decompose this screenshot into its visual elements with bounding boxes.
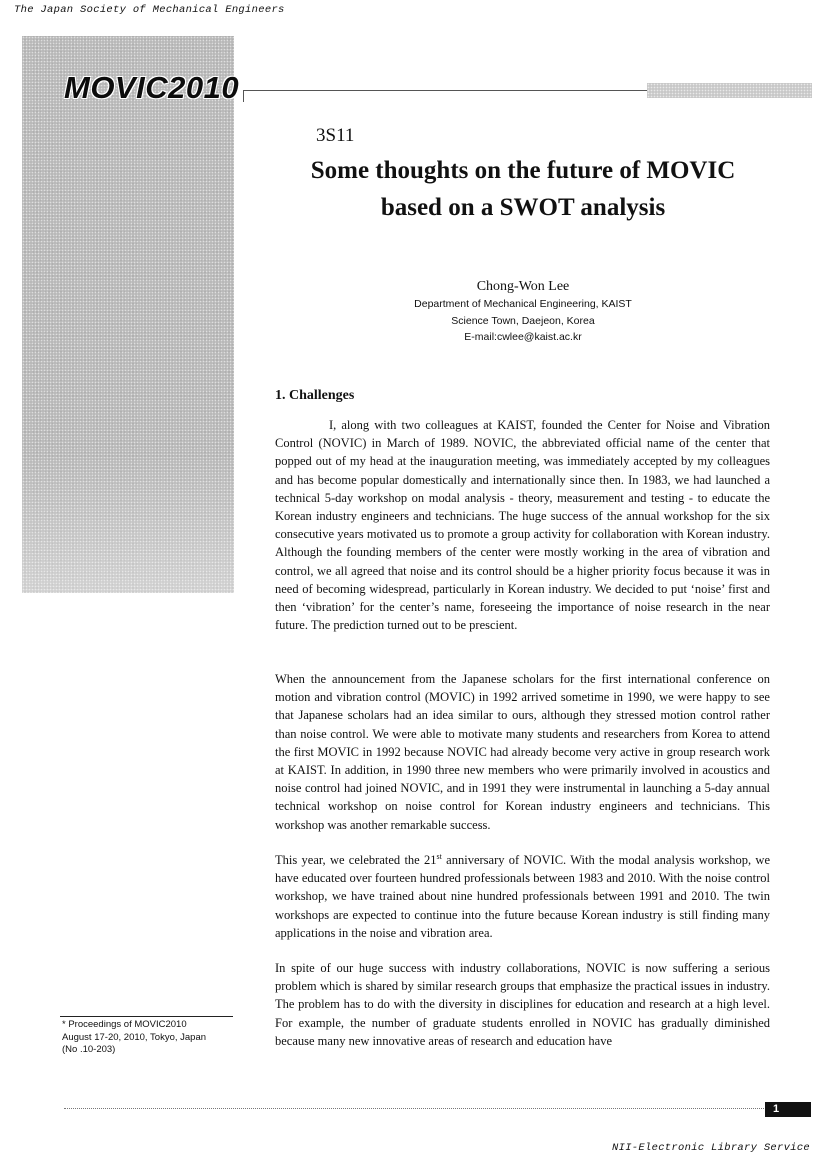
header-rule bbox=[243, 90, 647, 91]
author-email: E-mail:cwlee@kaist.ac.kr bbox=[464, 331, 582, 343]
paragraph-2: When the announcement from the Japanese scholars for the first international conference on motion and vibration control (MOVIC) in 1992 arrived sometime in 1990, we were happy to see that Japanese scholars had an idea similar to ours, although they stressed motion control rather than noise control. We were able to motivate many students and researchers from Korea to attend the first MOVIC in 1992 because NOVIC had already become very active in group research work at KAIST. In addition, in 1990 three new members who were primarily involved in acoustics and noise control had joined NOVIC, and in 1991 they were instrumental in launching a 5-day annual technical workshop on noise control for Korean industry engineers and technicians. This workshop was another remarkable success. bbox=[275, 672, 770, 832]
page-number: 1 bbox=[765, 1102, 811, 1117]
footer-rule bbox=[64, 1108, 764, 1109]
footnote-line-3: (No .10-203) bbox=[62, 1044, 116, 1055]
title-line-2: based on a SWOT analysis bbox=[380, 194, 666, 221]
society-header: The Japan Society of Mechanical Engineers bbox=[14, 4, 285, 16]
footnote-rule bbox=[60, 1016, 233, 1017]
footnote-line-1: * Proceedings of MOVIC2010 bbox=[62, 1019, 187, 1030]
footnote-line-2: August 17-20, 2010, Tokyo, Japan bbox=[62, 1031, 207, 1043]
paragraph-3 bbox=[275, 851, 770, 942]
author-name: Chong-Won Lee bbox=[476, 279, 570, 294]
paper-title bbox=[276, 152, 770, 226]
paragraph-3-rest: anniversary of NOVIC. With the modal analysis workshop, we have educated over fourteen hundred professionals between 1983 and 2010. With the noise control workshop, we have trained about nine hundred professionals between 1991 and 2010. The twin workshops are expected to continue into the future because Korean industry is still finding many applications in the noise and vibration area. bbox=[275, 853, 771, 940]
author-address: Science Town, Daejeon, Korea bbox=[451, 315, 595, 327]
paper-code: 3S11 bbox=[316, 125, 355, 146]
halftone-side-panel bbox=[22, 36, 234, 593]
ordinal-suffix: st bbox=[436, 852, 442, 861]
halftone-header-strip bbox=[647, 83, 812, 98]
header-rule-tick bbox=[243, 90, 244, 102]
paragraph-1: I, along with two colleagues at KAIST, founded the Center for Noise and Vibration Control (NOVIC) in March of 1989. NOVIC, the abbreviated official name of the center that popped out of my head at the inauguration meeting, was immediately accepted by my colleagues and has become popular domestically and internationally since then. In 1983, we had launched a technical 5-day workshop on modal analysis - theory, measurement and testing - to educate the Korean industry engineers and technicians. The huge success of the annual workshop for the six consecutive years motivated us to promote a group activity for collaboration with Korean industry. Although the founding members of the center were mostly working in the area of vibration and control, we all agreed that noise and its control should be a higher priority focus because it was in need of becoming widespread, particularly in Korean industry. We decided to put ‘noise’ first and then ‘vibration’ for the center’s name, foreseeing the importance of noise research in the near future. The prediction turned out to be prescient. bbox=[275, 418, 770, 633]
paragraph-3-start: This year, we celebrated the 21 bbox=[275, 853, 437, 867]
section-heading: 1. Challenges bbox=[275, 388, 355, 403]
movic-logo: MOVIC2010 bbox=[64, 70, 240, 105]
author-affiliation: Department of Mechanical Engineering, KAIST bbox=[414, 298, 632, 310]
title-line-1: Some thoughts on the future of MOVIC bbox=[310, 157, 736, 184]
footnote bbox=[62, 1019, 206, 1057]
paragraph-4: In spite of our huge success with industry collaborations, NOVIC is now suffering a serious problem which is shared by similar research groups that emphasize the practical issues in industry. The problem has to do with the diversity in disciplines for education and research at a high level. For example, the number of graduate students enrolled in NOVIC has gradually diminished because many new innovative areas of research and education have bbox=[275, 961, 770, 1048]
library-footer: NII-Electronic Library Service bbox=[612, 1142, 811, 1154]
